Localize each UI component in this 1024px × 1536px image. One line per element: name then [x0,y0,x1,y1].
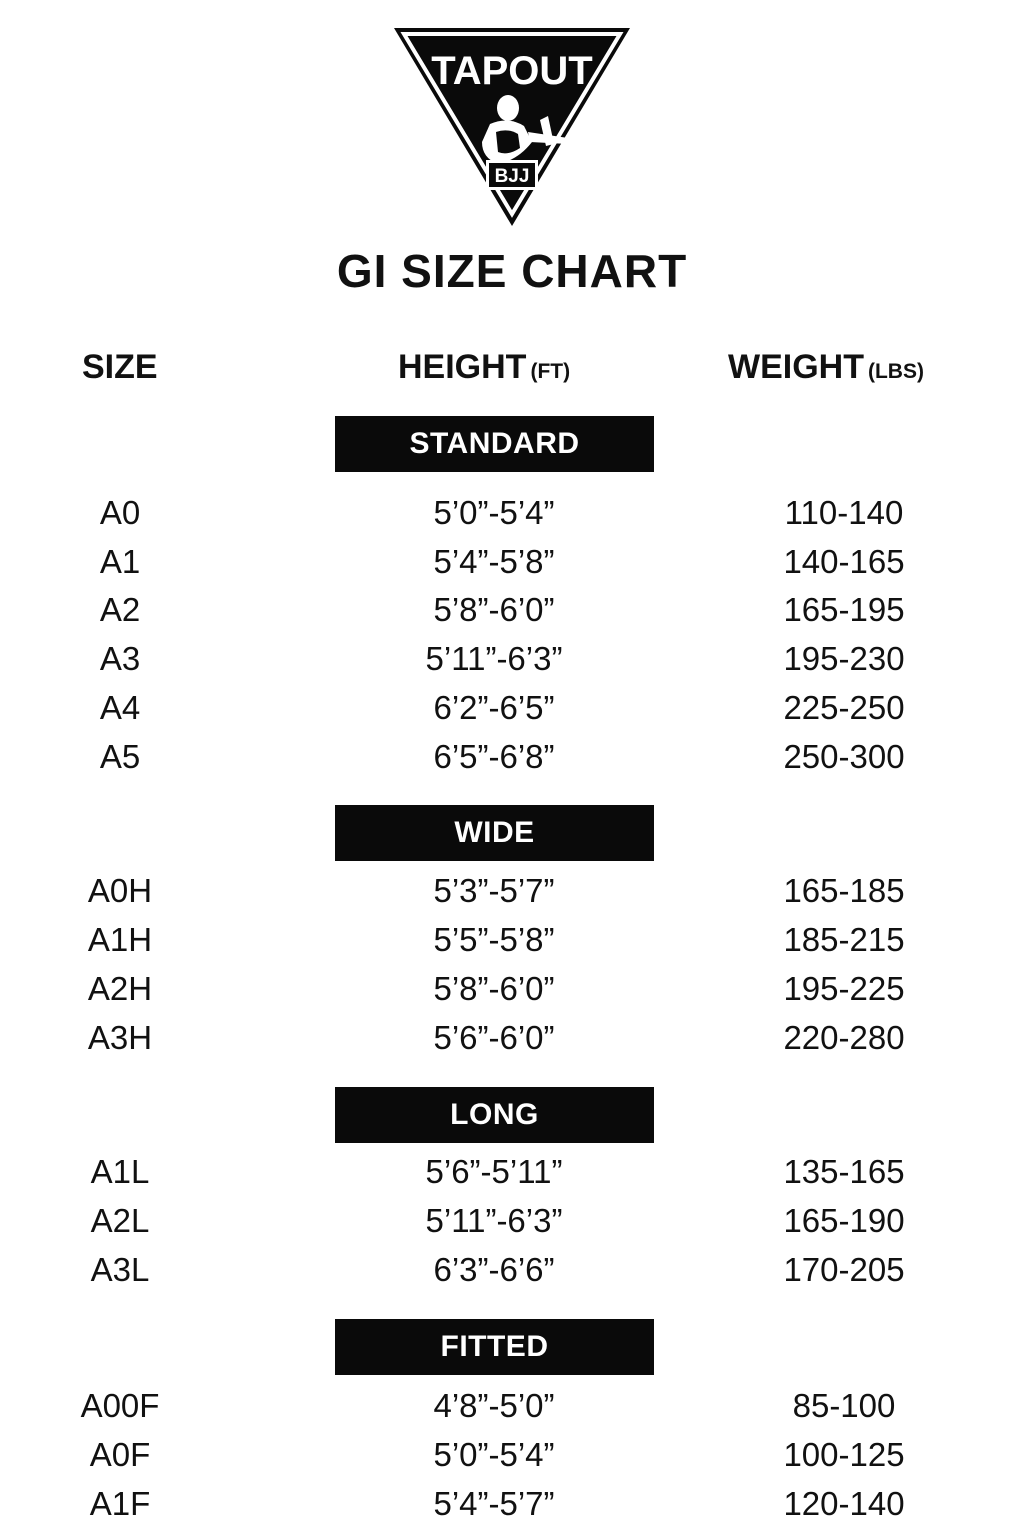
weight-cell: 195-225 [783,970,905,1007]
height-cell: 5’8”-6’0” [433,591,555,628]
height-cell: 5’0”-5’4” [433,1436,555,1473]
weight-cell: 185-215 [783,921,905,958]
height-cell: 5’4”-5’7” [433,1485,555,1522]
page-title: GI SIZE CHART [336,245,688,297]
weight-cell: 250-300 [783,738,905,775]
table-row [0,591,1024,635]
size-cell: A4 [99,689,141,726]
height-cell: 6’3”-6’6” [433,1251,555,1288]
weight-cell: 195-230 [783,640,905,677]
tapout-bjj-logo [390,24,634,230]
weight-cell: 170-205 [783,1251,905,1288]
table-row [0,1202,1024,1246]
weight-cell: 120-140 [783,1485,905,1522]
table-row [0,1387,1024,1431]
column-header-weight-label: WEIGHT [728,348,864,386]
size-cell: A3H [87,1019,153,1056]
table-row [0,1251,1024,1295]
column-header-weight [728,348,924,387]
section-header-long: LONG [335,1087,654,1143]
table-row [0,1436,1024,1480]
table-row [0,1485,1024,1529]
weight-cell: 85-100 [792,1387,896,1424]
table-row [0,689,1024,733]
column-header-size-label: SIZE [82,348,158,386]
section-header-fitted: FITTED [335,1319,654,1375]
height-cell: 5’11”-6’3” [425,640,563,677]
size-cell: A0 [99,494,141,531]
weight-cell: 165-185 [783,872,905,909]
weight-cell: 100-125 [783,1436,905,1473]
table-row [0,970,1024,1014]
column-header-height-label: HEIGHT [398,348,527,386]
table-row [0,872,1024,916]
weight-cell: 165-190 [783,1202,905,1239]
column-header-height [398,348,570,387]
table-row [0,1019,1024,1063]
column-header-height-unit: (FT) [530,360,571,383]
height-cell: 6’2”-6’5” [433,689,555,726]
column-header-weight-unit: (LBS) [867,360,924,383]
weight-cell: 110-140 [784,494,904,531]
height-cell: 5’5”-5’8” [433,921,555,958]
size-cell: A1F [89,1485,151,1522]
height-cell: 5’0”-5’4” [433,494,555,531]
size-cell: A00F [80,1387,160,1424]
column-header-size [82,348,158,387]
size-cell: A1H [87,921,153,958]
logo-sub-text: BJJ [494,166,530,187]
size-cell: A1L [90,1153,150,1190]
table-row [0,921,1024,965]
weight-cell: 140-165 [783,543,905,580]
weight-cell: 165-195 [783,591,905,628]
table-row [0,494,1024,538]
weight-cell: 220-280 [783,1019,905,1056]
height-cell: 5’6”-6’0” [433,1019,555,1056]
height-cell: 4’8”-5’0” [433,1387,555,1424]
size-cell: A5 [99,738,141,775]
size-cell: A2 [99,591,141,628]
size-cell: A0F [89,1436,151,1473]
section-header-standard: STANDARD [335,416,654,472]
size-cell: A3L [90,1251,150,1288]
height-cell: 6’5”-6’8” [433,738,555,775]
table-row [0,738,1024,782]
size-cell: A1 [99,543,141,580]
weight-cell: 225-250 [783,689,905,726]
table-row [0,543,1024,587]
height-cell: 5’6”-5’11” [425,1153,563,1190]
height-cell: 5’8”-6’0” [433,970,555,1007]
size-cell: A0H [87,872,153,909]
height-cell: 5’11”-6’3” [425,1202,563,1239]
table-row [0,640,1024,684]
size-cell: A3 [99,640,141,677]
height-cell: 5’3”-5’7” [433,872,555,909]
weight-cell: 135-165 [783,1153,905,1190]
section-header-wide: WIDE [335,805,654,861]
size-cell: A2L [90,1202,150,1239]
logo-brand-text: TAPOUT [431,49,593,93]
size-cell: A2H [87,970,153,1007]
height-cell: 5’4”-5’8” [433,543,555,580]
table-row [0,1153,1024,1197]
